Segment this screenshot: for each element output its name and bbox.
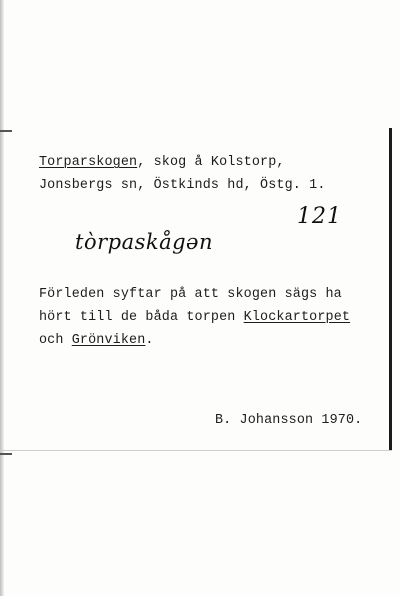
- body-line-3-period: .: [145, 333, 154, 348]
- signature: B. Johansson 1970.: [215, 413, 363, 428]
- place-name: Torparskogen: [39, 155, 138, 170]
- body-line-2: [39, 310, 350, 325]
- right-margin-rule: [389, 128, 392, 450]
- record-number: 121: [297, 204, 342, 229]
- body-line-2-text: hört till de båda torpen: [39, 310, 244, 325]
- body-line-3-text: och: [39, 333, 72, 348]
- body-line-3: [39, 333, 154, 348]
- place-description: , skog å Kolstorp,: [137, 155, 285, 170]
- body-line-1: Förleden syftar på att skogen sägs ha: [39, 287, 342, 302]
- place-reference-gronviken: Grönviken: [71, 333, 146, 348]
- location-line: Jonsbergs sn, Östkinds hd, Östg. 1.: [39, 178, 326, 193]
- bottom-rule: [0, 450, 392, 451]
- place-reference-klockartorpet: Klockartorpet: [243, 310, 351, 325]
- edge-notch: [0, 453, 12, 455]
- card-heading-line: [39, 155, 285, 170]
- card-left-edge: [0, 0, 4, 596]
- pronunciation: tòrpaskågən: [75, 230, 214, 254]
- edge-notch: [0, 130, 12, 132]
